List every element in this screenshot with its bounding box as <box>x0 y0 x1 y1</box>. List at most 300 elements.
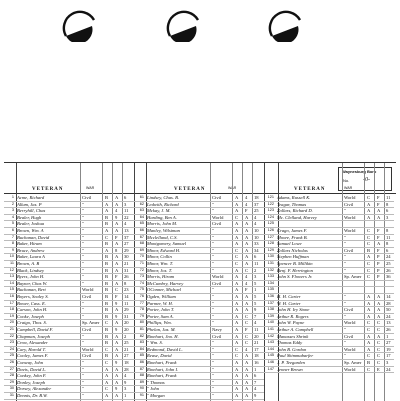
code-cell: C <box>235 214 239 220</box>
veteran-name: Rinehart, Frank <box>147 373 177 379</box>
veteran-name: Morris, John M. <box>147 221 178 227</box>
war-cell: " <box>344 313 346 319</box>
veteran-name: Teagar, Thomas <box>277 201 307 207</box>
veteran-name: Carson, John H. <box>17 307 48 313</box>
entry-number: 61 <box>139 195 144 199</box>
code-cell: B <box>367 247 371 253</box>
war-cell: " <box>82 234 84 240</box>
veteran-name: Manasses Shrink <box>277 333 309 339</box>
war-cell: " <box>82 228 84 233</box>
entry-number: 73 <box>139 274 144 279</box>
entry-number: 72 <box>139 267 144 272</box>
entry-number: 10 <box>9 254 14 259</box>
veteran-name: Dorsey, Alexander <box>17 386 52 392</box>
ward-box-title: Waynesburg Boro <box>342 169 377 174</box>
veteran-name: Zollars Nicholas <box>277 247 308 253</box>
veteran-name: Craigo, Thos. S. <box>17 320 47 326</box>
binder-hole <box>62 6 98 42</box>
entry-number: 65 <box>139 221 144 226</box>
code-cell: 9 <box>115 300 118 306</box>
entry-number: 26 <box>9 360 14 364</box>
code-cell: 26 <box>124 274 129 280</box>
code-cell: 20 <box>124 327 129 332</box>
veteran-name: John W. Payne <box>277 320 305 326</box>
war-cell: " <box>344 254 346 260</box>
code-cell: 21 <box>254 340 259 346</box>
veteran-name: Minor, Jos. T. <box>147 267 173 273</box>
code-cell: 29 <box>124 307 129 313</box>
code-cell: C <box>367 353 371 359</box>
entry-number: 91 <box>139 393 144 397</box>
entry-number: 90 <box>139 386 144 391</box>
war-cell: " <box>82 274 84 280</box>
entry-number: 130 <box>267 254 274 259</box>
entry-number: 25 <box>9 353 14 358</box>
binder-hole <box>166 6 202 42</box>
code-cell: A <box>115 280 119 286</box>
code-cell: C <box>245 313 249 319</box>
code-cell: 4 <box>245 195 248 200</box>
code-cell: A <box>245 373 249 379</box>
code-cell: A <box>115 307 119 313</box>
code-cell: A <box>105 366 109 372</box>
entry-number: 17 <box>9 300 14 305</box>
code-cell: 27 <box>386 340 391 346</box>
war-cell: Navy <box>212 327 222 332</box>
code-cell: 34 <box>254 247 259 253</box>
code-cell: 30 <box>124 254 129 260</box>
war-cell: Civil <box>82 294 92 299</box>
entry-number: 74 <box>139 280 144 285</box>
code-cell: A <box>235 320 239 326</box>
veteran-name: Baker, Hiram <box>17 241 42 247</box>
code-cell: 9 <box>115 313 118 319</box>
code-cell: A <box>235 287 239 293</box>
war-cell: " <box>82 261 84 266</box>
code-cell: A <box>367 201 371 207</box>
veteran-name: Rinehart, John I. <box>147 366 179 372</box>
war-cell: " <box>82 300 84 306</box>
code-cell: A <box>235 307 239 313</box>
entry-number: 4 <box>11 214 14 219</box>
entry-number: 71 <box>139 261 144 265</box>
war-cell: World <box>82 287 94 293</box>
code-cell: C <box>377 340 381 346</box>
ward-box-label: No. <box>343 178 350 183</box>
veteran-name: Conkey, John F. <box>17 373 47 379</box>
code-cell: A <box>115 333 119 339</box>
war-cell: " <box>344 327 346 332</box>
code-cell: F <box>245 327 248 332</box>
veteran-name: Conway, John <box>17 360 44 365</box>
code-cell: F <box>245 208 248 214</box>
war-cell: Sp. Amer <box>344 274 362 280</box>
war-cell: Sp. Amer <box>344 360 362 365</box>
veteran-heading: VETERAN <box>32 187 64 192</box>
code-cell: 8 <box>386 201 389 207</box>
war-cell: " <box>212 373 214 379</box>
code-cell: A <box>105 228 109 233</box>
code-cell: A <box>115 340 119 346</box>
code-cell: 3 <box>254 274 257 280</box>
war-cell: Civil <box>212 333 222 339</box>
entry-number: 13 <box>9 274 14 279</box>
veteran-name: " John <box>147 386 160 392</box>
code-cell: A <box>367 333 371 339</box>
code-cell: 5 <box>254 280 257 286</box>
veteran-name: Lindsey, Chas. B. <box>147 195 180 200</box>
entry-number: 123 <box>267 208 274 213</box>
row-divider <box>4 399 134 400</box>
entry-number: 145 <box>267 353 274 358</box>
code-cell: A <box>245 386 249 392</box>
code-cell: 1 <box>386 333 389 339</box>
code-cell: A <box>367 313 371 319</box>
war-cell: World <box>344 195 356 200</box>
code-cell: B <box>105 267 109 273</box>
code-cell: A <box>235 340 239 346</box>
code-cell: 25 <box>386 261 391 266</box>
entry-number: 129 <box>267 247 274 252</box>
war-cell: " <box>82 313 84 319</box>
code-cell: A <box>115 366 119 372</box>
entry-number: 78 <box>139 307 144 312</box>
code-cell: A <box>367 346 371 352</box>
code-cell: A <box>235 313 239 319</box>
war-cell: " <box>212 294 214 299</box>
entry-number: 22 <box>9 333 14 338</box>
code-cell: A <box>235 208 239 214</box>
code-cell: A <box>115 195 119 200</box>
code-cell: A <box>245 379 249 385</box>
code-cell: 3 <box>386 214 389 220</box>
code-cell: 11 <box>386 234 391 240</box>
code-cell: 9 <box>254 393 257 398</box>
code-cell: B <box>105 280 109 286</box>
code-cell: A <box>235 327 239 332</box>
entry-number: 132 <box>267 267 274 272</box>
code-cell: 4 <box>124 373 127 379</box>
entry-number: 3 <box>11 208 14 213</box>
code-cell: A <box>245 366 249 372</box>
code-cell: C <box>377 346 381 352</box>
war-cell: " <box>212 340 214 346</box>
code-cell: C <box>367 234 371 240</box>
veteran-name: Zollars, Richard D. <box>277 208 313 214</box>
entry-number: 75 <box>139 287 144 292</box>
veteran-name: Minor, Collin <box>147 254 172 260</box>
veteran-name: Buchanan, David <box>17 234 50 240</box>
war-cell: " <box>344 261 346 266</box>
code-cell: A <box>245 221 249 227</box>
entry-number: 89 <box>139 379 144 384</box>
code-cell: 11 <box>254 261 259 266</box>
entry-number: 31 <box>9 393 14 397</box>
code-cell: 4 <box>254 214 257 220</box>
code-cell: 31 <box>124 267 129 273</box>
column-header-right <box>264 163 396 194</box>
entry-number: 84 <box>139 346 144 351</box>
war-cell: " <box>212 313 214 319</box>
war-cell: " <box>212 320 214 326</box>
code-cell: 11 <box>386 195 391 200</box>
code-cell: 11 <box>254 327 259 332</box>
code-cell: 6 <box>254 373 257 379</box>
code-cell: P <box>377 267 380 273</box>
veteran-name: John B. Gordon <box>277 346 307 352</box>
veteran-name: Bruce, Andrew <box>17 247 45 253</box>
war-cell: " <box>212 247 214 253</box>
code-cell: F <box>245 287 248 293</box>
veteran-name: Allum, Jas. P <box>17 201 42 207</box>
entry-number: 19 <box>9 313 14 318</box>
code-cell: 24 <box>386 366 391 372</box>
entry-number: 146 <box>267 360 274 364</box>
code-cell: 50 <box>386 307 391 313</box>
veteran-name: Morris, Hiram <box>147 274 175 280</box>
code-cell: C <box>367 241 371 247</box>
veteran-name: Chapman, Joseph <box>17 333 50 339</box>
binder-hole <box>268 6 304 42</box>
war-cell: " <box>212 360 214 365</box>
entry-number: 8 <box>11 241 14 246</box>
code-cell: 17 <box>254 346 259 352</box>
code-cell: A <box>367 307 371 313</box>
entry-number: 69 <box>139 247 144 252</box>
code-cell: A <box>245 228 249 233</box>
war-cell: " <box>344 241 346 247</box>
war-cell: " <box>212 261 214 266</box>
code-cell: B <box>105 313 109 319</box>
code-cell: A <box>115 267 119 273</box>
veteran-name: Moore, Frank B. <box>277 234 308 240</box>
veteran-name: Mckay, J. M. <box>147 208 171 214</box>
code-cell: A <box>235 360 239 365</box>
code-cell: B <box>105 353 109 359</box>
code-cell: 21 <box>124 346 129 352</box>
code-cell: 3 <box>386 360 389 365</box>
code-cell: A <box>377 333 381 339</box>
war-cell: " <box>82 360 84 365</box>
code-cell: C <box>115 287 119 293</box>
entry-number: 83 <box>139 340 144 345</box>
war-cell: Civil <box>82 327 92 332</box>
veteran-name: Paul Shimmabarfer <box>277 353 314 359</box>
code-cell: 28 <box>386 300 391 306</box>
veteran-name: OConner, Michael <box>147 287 181 293</box>
code-cell: F <box>115 274 118 280</box>
veteran-name: Manley, Wilsiman <box>147 228 180 233</box>
veteran-name: Cooley, James F. <box>17 353 49 359</box>
entry-number: 133 <box>267 274 274 279</box>
veteran-ledger <box>4 162 396 401</box>
war-cell: " <box>344 353 346 359</box>
entry-number: 66 <box>139 228 144 232</box>
code-cell: 9 <box>115 386 118 392</box>
war-cell: " <box>344 234 346 240</box>
code-cell: C <box>377 327 381 332</box>
row-divider <box>134 399 264 400</box>
code-cell: 13 <box>124 228 129 233</box>
code-cell: 2 <box>124 333 127 339</box>
entry-number: 77 <box>139 300 144 305</box>
veteran-name: Phillips, Wm. <box>147 320 172 326</box>
code-cell: A <box>115 228 119 233</box>
war-cell: " <box>82 393 84 398</box>
war-cell: World <box>344 320 356 326</box>
code-cell: A <box>367 340 371 346</box>
veteran-name: Byers, John H. <box>17 274 45 280</box>
code-cell: A <box>235 267 239 273</box>
veteran-name: Parmer, W. H. <box>147 300 173 306</box>
entry-number: 18 <box>9 307 14 312</box>
code-cell: 25 <box>124 340 129 346</box>
war-cell: World <box>344 228 356 233</box>
entry-number: 1 <box>11 195 14 199</box>
code-cell: B <box>105 287 109 293</box>
code-cell: 3 <box>124 386 127 392</box>
entry-number: 21 <box>9 327 14 331</box>
code-cell: C <box>367 366 371 372</box>
code-cell: 20 <box>124 320 129 326</box>
entry-number: 137 <box>267 300 274 305</box>
entry-number: 138 <box>267 307 274 312</box>
code-cell: A <box>115 379 119 385</box>
code-cell: 8 <box>386 228 389 233</box>
entry-number: 12 <box>9 267 14 272</box>
war-cell: Civil <box>344 307 354 313</box>
entry-number: 70 <box>139 254 144 259</box>
war-cell: " <box>212 307 214 313</box>
war-heading: WAR <box>228 186 237 190</box>
veteran-name: " Wm. S. <box>147 340 163 346</box>
veteran-name: Campbell, David F. <box>17 327 53 332</box>
code-cell: B <box>105 340 109 346</box>
war-cell: " <box>212 353 214 359</box>
war-cell: " <box>212 386 214 392</box>
entry-number: 67 <box>139 234 144 239</box>
code-cell: 4 <box>254 386 257 392</box>
code-cell: 13 <box>386 320 391 326</box>
entry-number: 5 <box>11 221 14 226</box>
code-cell: 24 <box>386 313 391 319</box>
veteran-name: Redmond, David L. <box>147 346 183 352</box>
code-cell: C <box>245 267 249 273</box>
code-cell: 14 <box>386 294 391 299</box>
code-cell: B <box>105 261 109 266</box>
code-cell: F <box>377 228 380 233</box>
veteran-name: " Morgan <box>147 393 165 398</box>
veteran-name: Rease, David <box>147 353 172 359</box>
code-cell: 19 <box>386 346 391 352</box>
entry-number: 79 <box>139 313 144 318</box>
war-cell: " <box>212 241 214 247</box>
veteran-name: J. P. Teegarden <box>277 360 305 365</box>
code-cell: C <box>367 320 371 326</box>
code-cell: A <box>105 373 109 379</box>
code-cell: B <box>105 300 109 306</box>
veteran-name: John H. Iry Stone <box>277 307 310 313</box>
entry-number: 124 <box>267 214 274 219</box>
code-cell: 9 <box>124 379 127 385</box>
code-cell: A <box>105 208 109 214</box>
code-cell: 4 <box>245 201 248 207</box>
code-cell: 26 <box>386 327 391 332</box>
entry-number: 142 <box>267 333 274 338</box>
war-cell: " <box>212 300 214 306</box>
code-cell: 9 <box>254 307 257 313</box>
entry-number: 28 <box>9 373 14 378</box>
code-cell: 22 <box>124 214 129 220</box>
war-cell: World <box>344 214 356 220</box>
war-cell: Civil <box>82 353 92 359</box>
code-cell: A <box>115 393 119 398</box>
entry-number: 29 <box>9 379 14 384</box>
veteran-name: Arthur A. Campbell <box>277 327 314 332</box>
code-cell: 4 <box>115 208 118 214</box>
code-cell: A <box>245 247 249 253</box>
veteran-name: Buchanan, Bert <box>17 287 46 293</box>
veteran-name: Jenner Brown <box>277 366 303 372</box>
veteran-name: Dennis, Dr. B.W. <box>17 393 48 398</box>
entry-number: 139 <box>267 313 274 318</box>
war-cell: " <box>82 333 84 339</box>
code-cell: 4 <box>124 221 127 227</box>
veteran-name: Berryhill, Chas <box>17 208 46 214</box>
entry-number: 144 <box>267 346 274 351</box>
entry-number: 2 <box>11 201 14 206</box>
veteran-name: Mcclelland, C.S. <box>147 234 178 240</box>
war-cell: " <box>212 267 214 273</box>
code-cell: 4 <box>245 280 248 286</box>
code-cell: A <box>245 307 249 313</box>
code-cell: 24 <box>386 254 391 260</box>
entry-number: 85 <box>139 353 144 358</box>
code-cell: C <box>235 247 239 253</box>
war-cell: World <box>344 366 356 372</box>
code-cell: 27 <box>124 241 129 247</box>
code-cell: C <box>377 320 381 326</box>
war-cell: " <box>344 300 346 306</box>
war-cell: " <box>212 366 214 372</box>
veteran-name: W. H. Carter <box>277 300 301 306</box>
code-cell: 9 <box>115 214 118 220</box>
code-cell: B <box>105 327 109 332</box>
code-cell: F <box>115 294 118 299</box>
entry-number: 147 <box>267 366 274 371</box>
code-cell: 31 <box>124 313 129 319</box>
code-cell: 18 <box>254 353 259 359</box>
code-cell: 16 <box>254 360 259 365</box>
veteran-name: Black, Lindsey <box>17 267 45 273</box>
code-cell: 27 <box>124 353 129 359</box>
code-cell: B <box>105 221 109 227</box>
code-cell: A <box>245 214 249 220</box>
entry-number: 64 <box>139 214 144 219</box>
war-cell: World <box>82 346 94 352</box>
code-cell: 6 <box>254 254 257 260</box>
entry-number: 122 <box>267 201 274 206</box>
code-cell: 20 <box>254 333 259 339</box>
war-cell: Civil <box>212 280 222 286</box>
code-cell: A <box>367 214 371 220</box>
entry-number: 7 <box>11 234 14 239</box>
code-cell: C <box>105 346 109 352</box>
code-cell: 8 <box>115 247 118 253</box>
veteran-name: Bealer, Hugh <box>17 214 42 220</box>
code-cell: A <box>235 280 239 286</box>
veteran-name: Boyers, Sealey S. <box>17 294 49 299</box>
